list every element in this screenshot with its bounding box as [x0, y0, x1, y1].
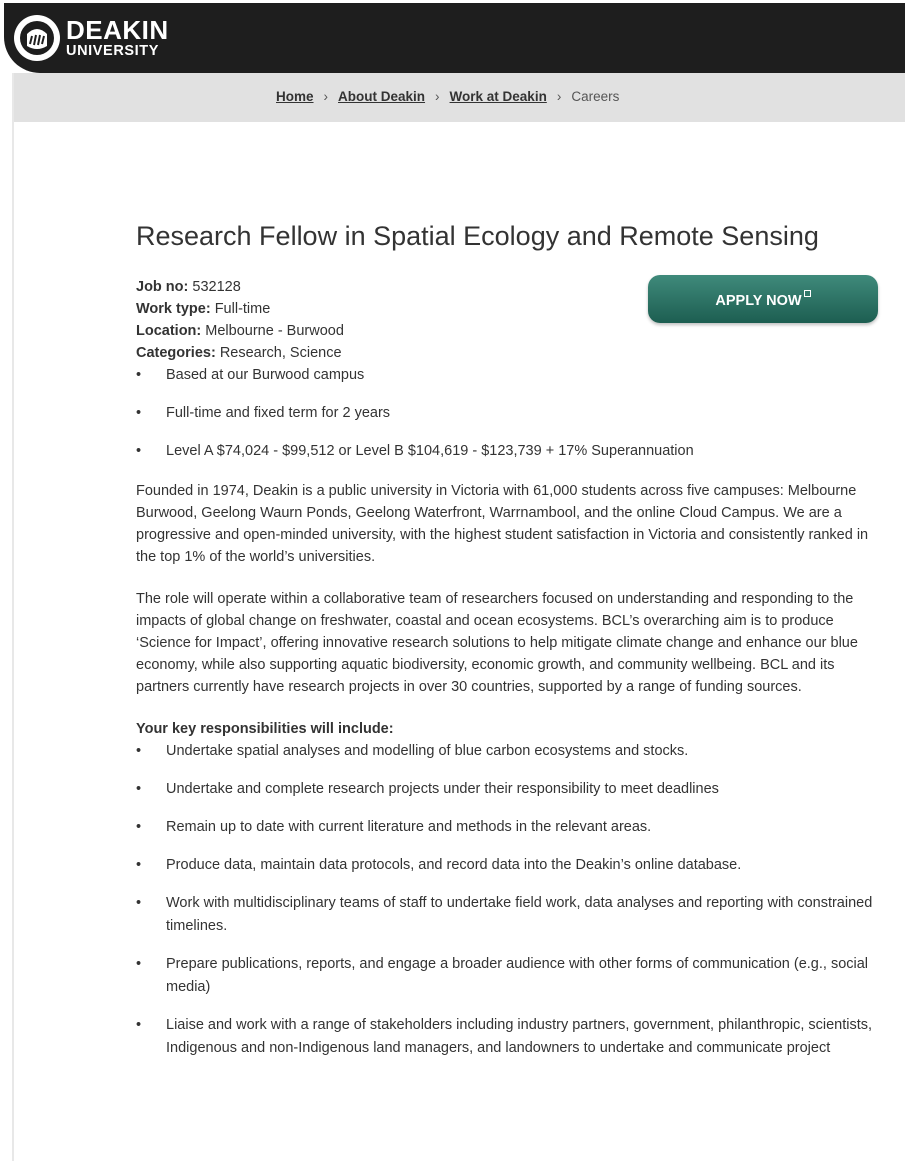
breadcrumb-bar — [14, 73, 905, 122]
highlights-list — [136, 364, 881, 463]
location-value: Melbourne - Burwood — [205, 323, 344, 339]
list-item: • Based at our Burwood campus — [136, 364, 881, 387]
breadcrumb-separator: › — [323, 89, 329, 104]
breadcrumb-separator: › — [435, 89, 440, 104]
apply-now-label: APPLY NOW — [715, 292, 802, 309]
breadcrumb-current: Careers — [571, 89, 620, 104]
about-deakin-paragraph: Founded in 1974, Deakin is a public university in Victoria with 61,000 students across five campuses: Melbourne Burwood, Geelong Waurn Ponds, Geelong Waterfront, Warrnambool, and the online Cloud Campus. We are a progressive and open-minded university, with the highest student satisfaction in Victoria and consistently ranked in the top 1% of the world’s universities. — [136, 483, 869, 565]
responsibilities-list — [136, 740, 881, 1060]
logo-wordmark[interactable] — [66, 17, 169, 59]
page-left-border — [12, 73, 14, 1161]
list-item: • Full-time and fixed term for 2 years — [136, 402, 881, 425]
site-header — [4, 3, 905, 73]
categories-row: Categories: Research, Science — [136, 345, 342, 361]
breadcrumb-home-link[interactable]: Home — [276, 89, 314, 104]
page-title: Research Fellow in Spatial Ecology and Remote Sensing — [136, 221, 819, 251]
location-row: Location: Melbourne - Burwood — [136, 323, 344, 339]
list-item: • Remain up to date with current literature and methods in the relevant areas. — [136, 816, 881, 839]
breadcrumb-separator: › — [556, 89, 562, 104]
breadcrumb-about-link[interactable]: About Deakin — [338, 89, 426, 104]
responsibilities-heading: Your key responsibilities will include: — [136, 721, 394, 737]
job-meta — [136, 276, 881, 364]
job-content — [136, 218, 881, 1075]
work-type-row: Work type: Full-time — [136, 301, 271, 317]
list-item: • Produce data, maintain data protocols, and record data into the Deakin’s online database. — [136, 854, 881, 877]
list-item: • Level A $74,024 - $99,512 or Level B $104,619 - $123,739 + 17% Superannuation — [136, 440, 881, 463]
logo-text-university: UNIVERSITY — [66, 43, 160, 59]
list-item: • Liaise and work with a range of stakeholders including industry partners, government, philanthropic, scientists, Indigenous and non-Indigenous land managers, and landowners to undertake and communicate project — [136, 1014, 881, 1060]
list-item: • Undertake and complete research projects under their responsibility to meet deadlines — [136, 778, 881, 801]
deakin-shield-icon[interactable] — [14, 15, 60, 61]
job-no-row: Job no: 532128 — [136, 279, 241, 295]
list-item: • Work with multidisciplinary teams of staff to undertake field work, data analyses and reporting with constrained timelines. — [136, 892, 881, 938]
role-paragraph: The role will operate within a collaborative team of researchers focused on understanding and responding to the impacts of global change on freshwater, coastal and ocean ecosystems. BCL’s overarching aim is to produce ‘Science for Impact’, offering innovative research solutions to help mitigate climate change and enhance our blue economy, while also supporting aquatic biodiversity, economic growth, and community wellbeing. BCL and its partners currently have research projects in over 30 countries, supported by a range of funding sources. — [136, 591, 858, 695]
categories-value: Research, Science — [219, 345, 342, 361]
breadcrumb — [276, 89, 619, 104]
job-no-value: 532128 — [192, 279, 241, 295]
list-item: • Undertake spatial analyses and modelling of blue carbon ecosystems and stocks. — [136, 740, 881, 763]
work-type-value: Full-time — [214, 301, 271, 317]
breadcrumb-work-link[interactable]: Work at Deakin — [449, 89, 547, 104]
logo-text-deakin: DEAKIN — [66, 15, 169, 45]
list-item: • Prepare publications, reports, and engage a broader audience with other forms of communication (e.g., social media) — [136, 953, 881, 999]
